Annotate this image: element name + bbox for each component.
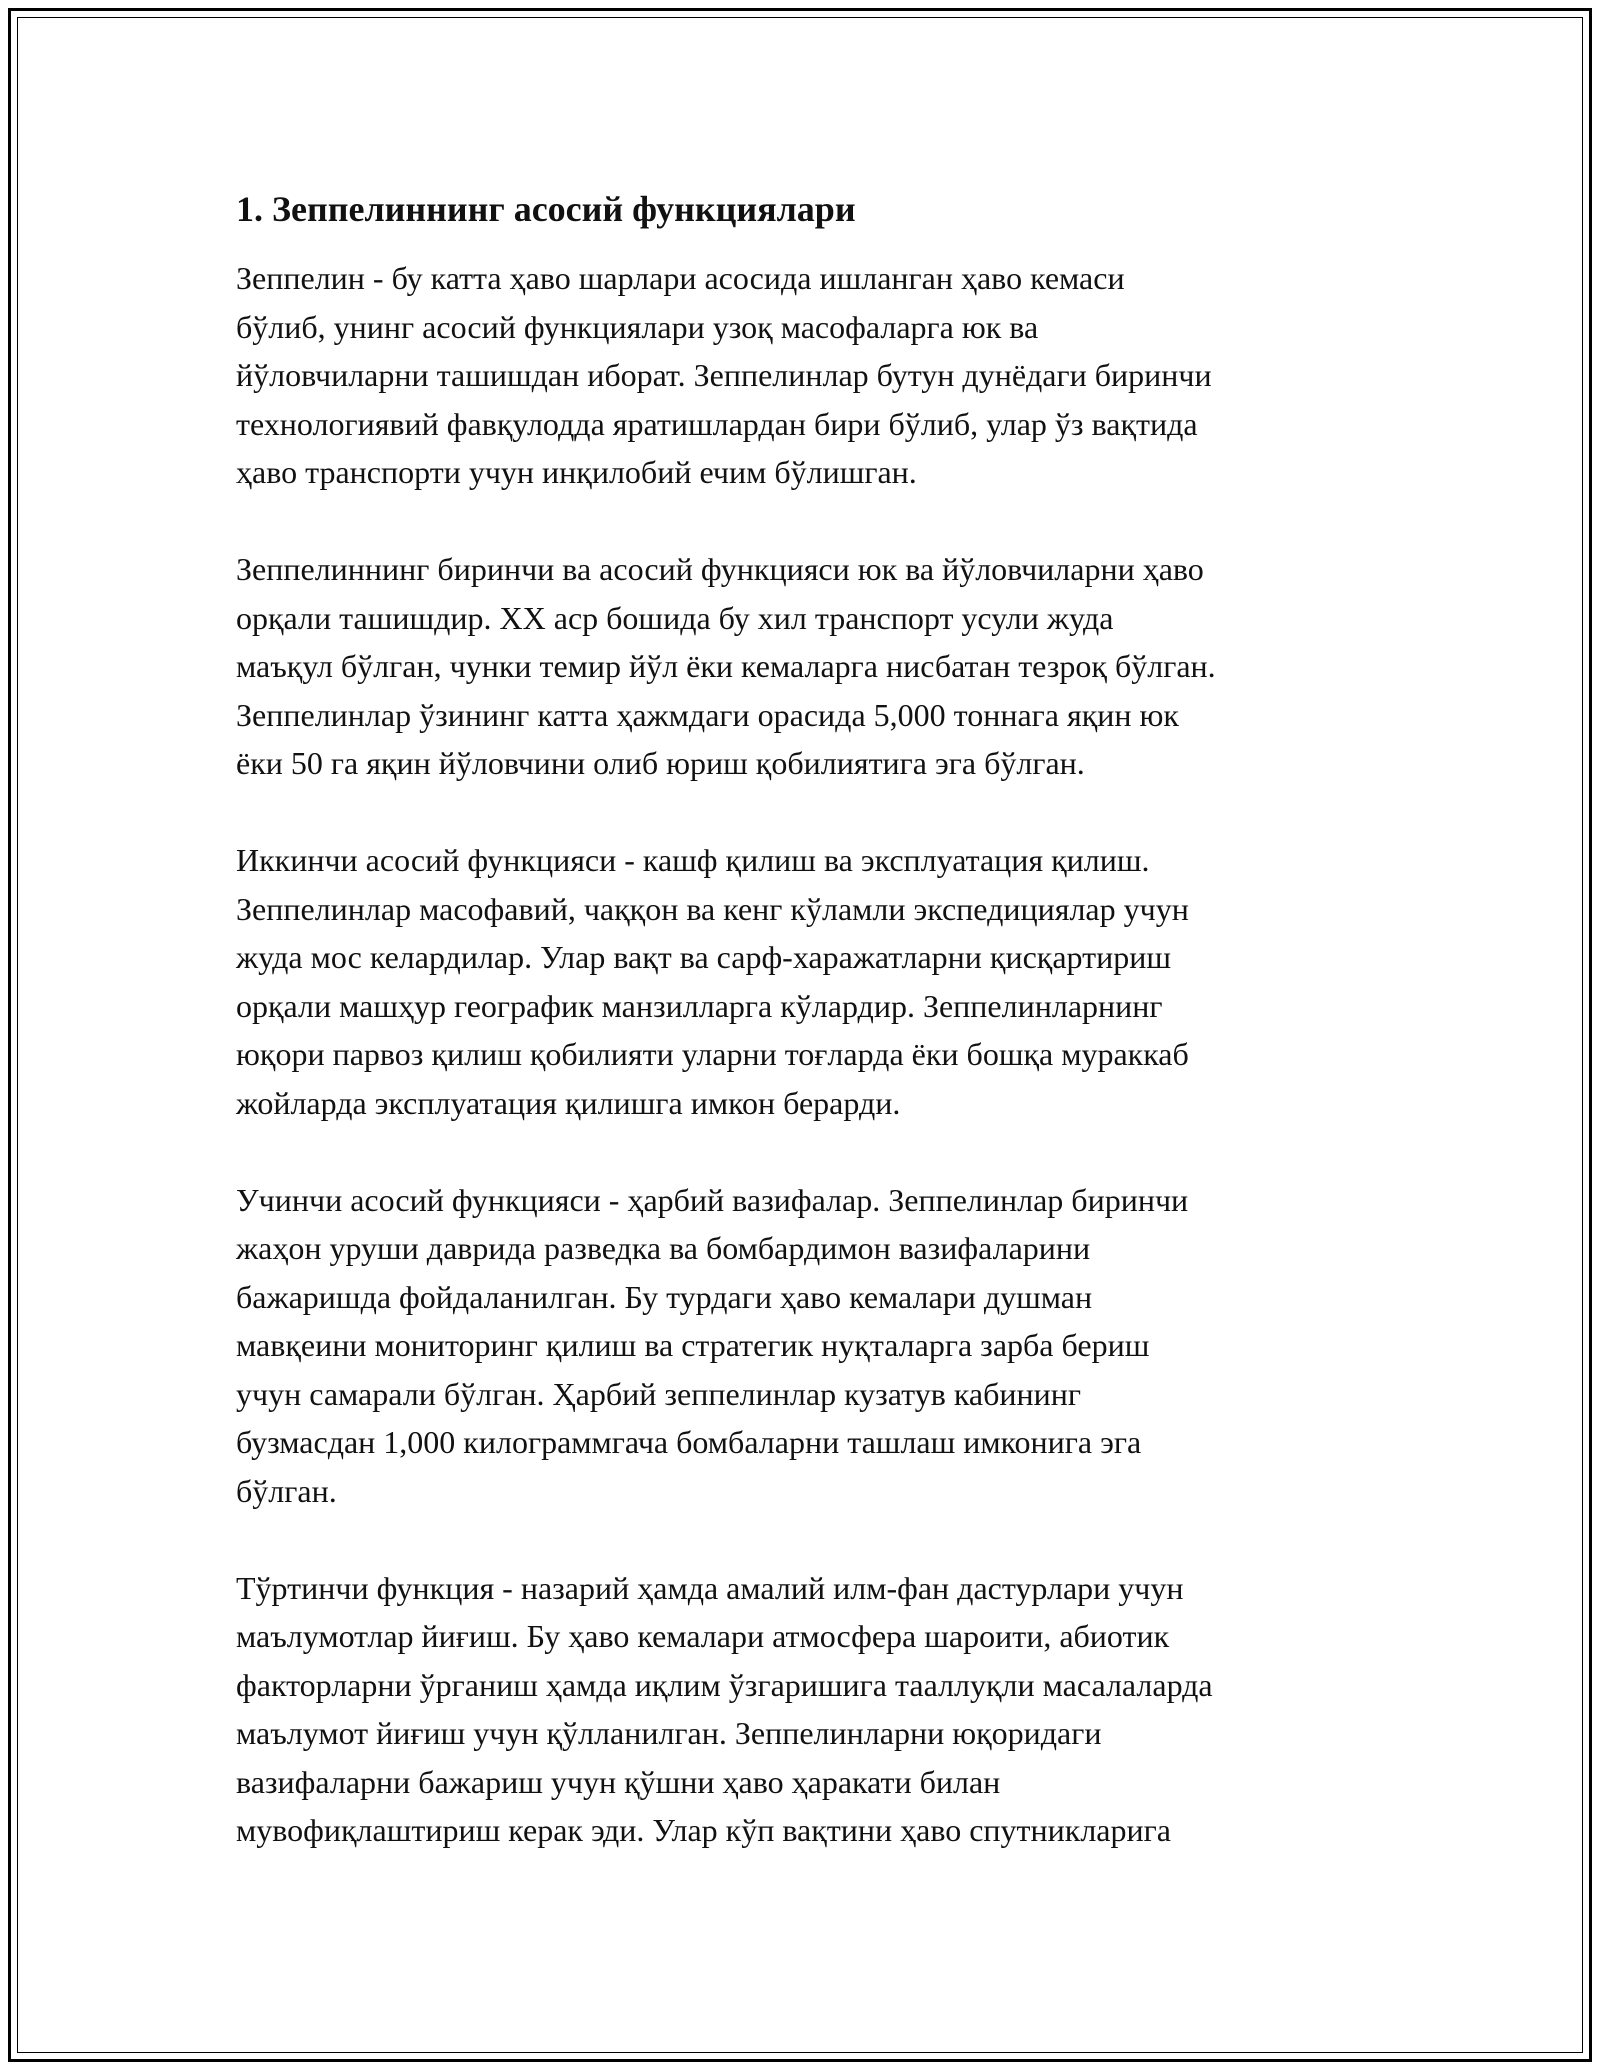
section-heading: 1. Зеппелиннинг асосий функциялари [236, 189, 856, 229]
text-line: бўлган. [236, 1472, 337, 1509]
paragraph-fourth-function [236, 1564, 1376, 1855]
text-line: жаҳон уруши даврида разведка ва бомбардимон вазифаларини [236, 1230, 1091, 1266]
text-line: Тўртинчи функция - назарий ҳамда амалий илм-фан дастурлари учун [236, 1569, 1184, 1606]
text-line: маълумотлар йиғиш. Бу ҳаво кемалари атмосфера шароити, абиотик [236, 1618, 1170, 1654]
text-line: бўлиб, унинг асосий функциялари узоқ масофаларга юк ва [236, 308, 1039, 345]
paragraph-second-function [236, 836, 1376, 1127]
text-line: Зеппелинлар ўзининг катта ҳажмдаги орасида 5,000 тоннага яқин юк [236, 696, 1179, 733]
text-line: орқали ташишдир. XX аср бошида бу хил транспорт усули жуда [236, 599, 1114, 636]
text-line: вазифаларни бажариш учун қўшни ҳаво ҳаракати билан [236, 1763, 1001, 1800]
text-line: факторларни ўрганиш ҳамда иқлим ўзгаришига тааллуқли масалаларда [236, 1666, 1213, 1703]
text-line: мувофиқлаштириш керак эди. Улар кўп вақтини ҳаво спутникларига [236, 1812, 1171, 1848]
text-line: маъқул бўлган, чунки темир йўл ёки кемаларга нисбатан тезроқ бўлган. [236, 648, 1216, 684]
text-line: Зеппелиннинг биринчи ва асосий функцияси юк ва йўловчиларни ҳаво [236, 551, 1204, 587]
text-line: бузмасдан 1,000 килограммгача бомбаларни ташлаш имконига эга [236, 1424, 1142, 1460]
text-line: жуда мос келардилар. Улар вақт ва сарф-харажатларни қисқартириш [236, 939, 1171, 975]
paragraph-intro [236, 254, 1376, 497]
text-line: маълумот йиғиш учун қўлланилган. Зеппелинларни юқоридаги [236, 1715, 1102, 1751]
text-line: Учинчи асосий функцияси - ҳарбий вазифалар. Зеппелинлар биринчи [236, 1181, 1189, 1218]
text-line: Зеппелинлар масофавий, чаққон ва кенг кўламли экспедициялар учун [236, 890, 1189, 927]
text-line: Зеппелин - бу катта ҳаво шарлари асосида ишланган ҳаво кемаси [236, 260, 1125, 296]
text-line: жойларда эксплуатация қилишга имкон берарди. [236, 1084, 901, 1121]
document-body [236, 186, 1376, 1903]
text-line: мавқеини мониторинг қилиш ва стратегик нуқталарга зарба бериш [236, 1327, 1150, 1363]
text-line: учун самарали бўлган. Ҳарбий зеппелинлар кузатув кабининг [236, 1375, 1082, 1412]
text-line: ёки 50 га яқин йўловчини олиб юриш қобилиятига эга бўлган. [236, 745, 1085, 781]
text-line: технологиявий фавқулодда яратишлардан бири бўлиб, улар ўз вақтида [236, 405, 1198, 442]
text-line: Иккинчи асосий функцияси - кашф қилиш ва эксплуатация қилиш. [236, 842, 1150, 878]
text-line: орқали машҳур географик манзилларга кўлардир. Зеппелинларнинг [236, 987, 1163, 1024]
text-line: юқори парвоз қилиш қобилияти уларни тоғларда ёки бошқа мураккаб [236, 1036, 1189, 1072]
paragraph-first-function [236, 545, 1376, 788]
text-line: бажаришда фойдаланилган. Бу турдаги ҳаво кемалари душман [236, 1278, 1093, 1315]
paragraph-third-function [236, 1176, 1376, 1516]
text-line: ҳаво транспорти учун инқилобий ечим бўлишган. [236, 454, 917, 490]
text-line: йўловчиларни ташишдан иборат. Зеппелинлар бутун дунёдаги биринчи [236, 357, 1212, 393]
